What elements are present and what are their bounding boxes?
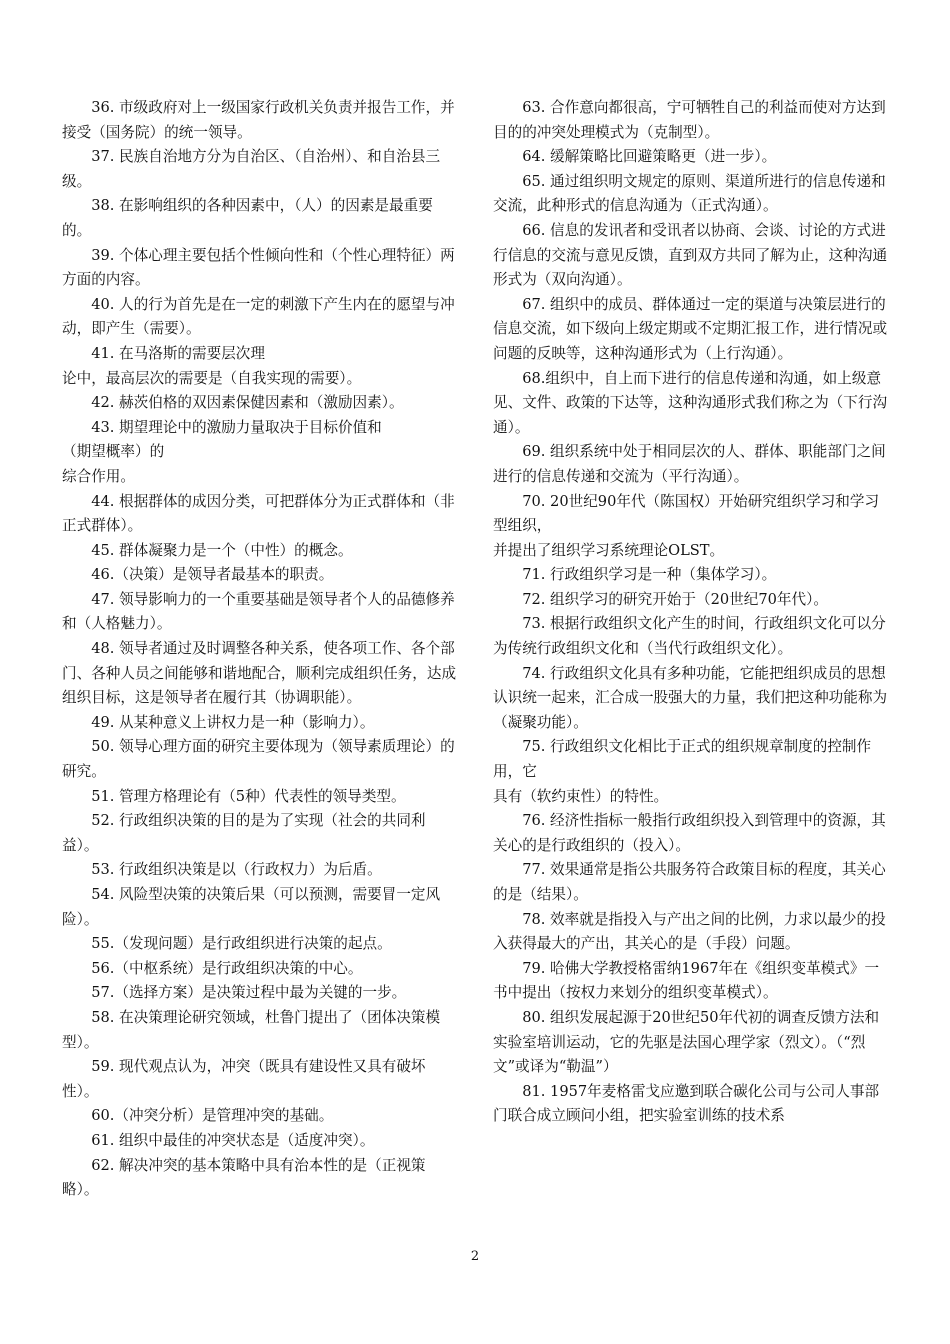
question-item: 46.（决策）是领导者最基本的职责。 [91,566,334,584]
question-item: 42. 赫茨伯格的双因素保健因素和（激励因素）。 [91,394,404,412]
question-item: 41. 在马洛斯的需要层次理 论中，最高层次的需要是（自我实现的需要）。 [62,344,362,387]
question-item: 68.组织中，自上而下进行的信息传递和沟通，如上级意见、文件、政策的下达等，这种沟通形式我们称之为（下行沟通）。 [493,369,888,436]
question-item: 51. 管理方格理论有（5种）代表性的领导类型。 [91,787,406,805]
question-item: 62. 解决冲突的基本策略中具有治本性的是（正视策略）。 [62,1156,426,1199]
question-item: 44. 根据群体的成因分类，可把群体分为正式群体和（非正式群体）。 [62,492,455,535]
question-item: 67. 组织中的成员、群体通过一定的渠道与决策层进行的信息交流，如下级向上级定期或不定期汇报工作，进行情况或问题的反映等，这种沟通形式为（上行沟通）。 [493,295,888,362]
question-item: 54. 风险型决策的决策后果（可以预测，需要冒一定风险）。 [62,886,441,928]
question-item: 81. 1957年麦格雷戈应邀到联合碳化公司与公司人事部门联合成立顾问小组，把实验室训练的技术系 [493,1082,880,1125]
question-item: 78. 效率就是指投入与产出之间的比例，力求以最少的投入获得最大的产出，其关心的是（手段）问题。 [493,910,886,953]
question-item: 52. 行政组织决策的目的是为了实现（社会的共同利益）。 [62,812,426,854]
question-item: 73. 根据行政组织文化产生的时间，行政组织文化可以分为传统行政组织文化和（当代行政组织文化）。 [493,615,886,658]
question-item: 76. 经济性指标一般指行政组织投入到管理中的资源，其关心的是行政组织的（投入）。 [493,812,886,854]
question-item: 70. 20世纪90年代（陈国权）开始研究组织学习和学习型组织， 并提出了组织学习系统理论OLST。 [493,492,880,559]
question-item: 59. 现代观点认为，冲突（既具有建设性又具有破坏性）。 [62,1058,426,1100]
question-item: 36. 市级政府对上一级国家行政机关负责并报告工作，并接受（国务院）的统一领导。 [62,99,455,141]
question-item: 49. 从某种意义上讲权力是一种（影响力）。 [91,713,375,731]
right-column [493,96,889,1129]
question-item: 38. 在影响组织的各种因素中，（人）的因素是最重要的。 [62,197,433,239]
question-item: 71. 行政组织学习是一种（集体学习）。 [522,566,777,584]
question-item: 45. 群体凝聚力是一个（中性）的概念。 [91,541,353,559]
question-item: 75. 行政组织文化相比于正式的组织规章制度的控制作用，它 具有（软约束性）的特性。 [493,738,872,805]
question-item: 48. 领导者通过及时调整各种关系，使各项工作、各个部门、各种人员之间能够和谐地配合，顺利完成组织任务，达成组织目标，这是领导者在履行其（协调职能）。 [62,640,457,707]
question-item: 74. 行政组织文化具有多种功能，它能把组织成员的思想认识统一起来，汇合成一股强大的力量，我们把这种功能称为（凝聚功能）。 [493,664,888,731]
question-item: 58. 在决策理论研究领域，杜鲁门提出了（团体决策模型）。 [62,1008,441,1051]
question-item: 55.（发现问题）是行政组织进行决策的起点。 [91,935,392,953]
question-item: 37. 民族自治地方分为自治区、（自治州）、和自治县三级。 [62,148,441,190]
question-item: 56.（中枢系统）是行政组织决策的中心。 [91,959,363,977]
question-item: 80. 组织发展起源于20世纪50年代初的调查反馈方法和实验室培训运动，它的先驱是法国心理学家（烈文）。（“烈文”或译为“勒温”） [493,1008,880,1076]
question-item: 57.（选择方案）是决策过程中最为关键的一步。 [91,984,407,1002]
question-item: 40. 人的行为首先是在一定的刺激下产生内在的愿望与冲动，即产生（需要）。 [62,295,455,338]
question-item: 72. 组织学习的研究开始于（20世纪70年代）。 [522,590,828,608]
question-item: 53. 行政组织决策是以（行政权力）为后盾。 [91,861,382,879]
question-item: 69. 组织系统中处于相同层次的人、群体、职能部门之间进行的信息传递和交流为（平行沟通）。 [493,443,886,485]
left-column [62,96,460,1203]
question-item: 61. 组织中最佳的冲突状态是（适度冲突）。 [91,1131,375,1149]
question-item: 64. 缓解策略比回避策略更（进一步）。 [522,148,777,166]
question-item: 50. 领导心理方面的研究主要体现为（领导素质理论）的研究。 [62,738,455,781]
question-item: 66. 信息的发讯者和受讯者以协商、会谈、讨论的方式进行信息的交流与意见反馈，直到双方共同了解为止，这种沟通形式为（双向沟通）。 [493,221,888,289]
question-item: 63. 合作意向都很高，宁可牺牲自己的利益而使对方达到目的的冲突处理模式为（克制型）。 [493,99,886,141]
question-item: 79. 哈佛大学教授格雷纳1967年在《组织变革模式》一书中提出（按权力来划分的组织变革模式）。 [493,959,880,1002]
question-item: 65. 通过组织明文规定的原则、渠道所进行的信息传递和交流，此种形式的信息沟通为（正式沟通）。 [493,172,886,215]
question-item: 43. 期望理论中的激励力量取决于目标价值和 （期望概率）的 综合作用。 [62,418,382,485]
question-item: 60.（冲突分析）是管理冲突的基础。 [91,1107,334,1125]
question-item: 77. 效果通常是指公共服务符合政策目标的程度，其关心的是（结果）。 [493,861,886,903]
question-item: 39. 个体心理主要包括个性倾向性和（个性心理特征）两方面的内容。 [62,246,455,289]
question-item: 47. 领导影响力的一个重要基础是领导者个人的品德修养和（人格魅力）。 [62,590,455,633]
page-number: 2 [470,1249,480,1264]
